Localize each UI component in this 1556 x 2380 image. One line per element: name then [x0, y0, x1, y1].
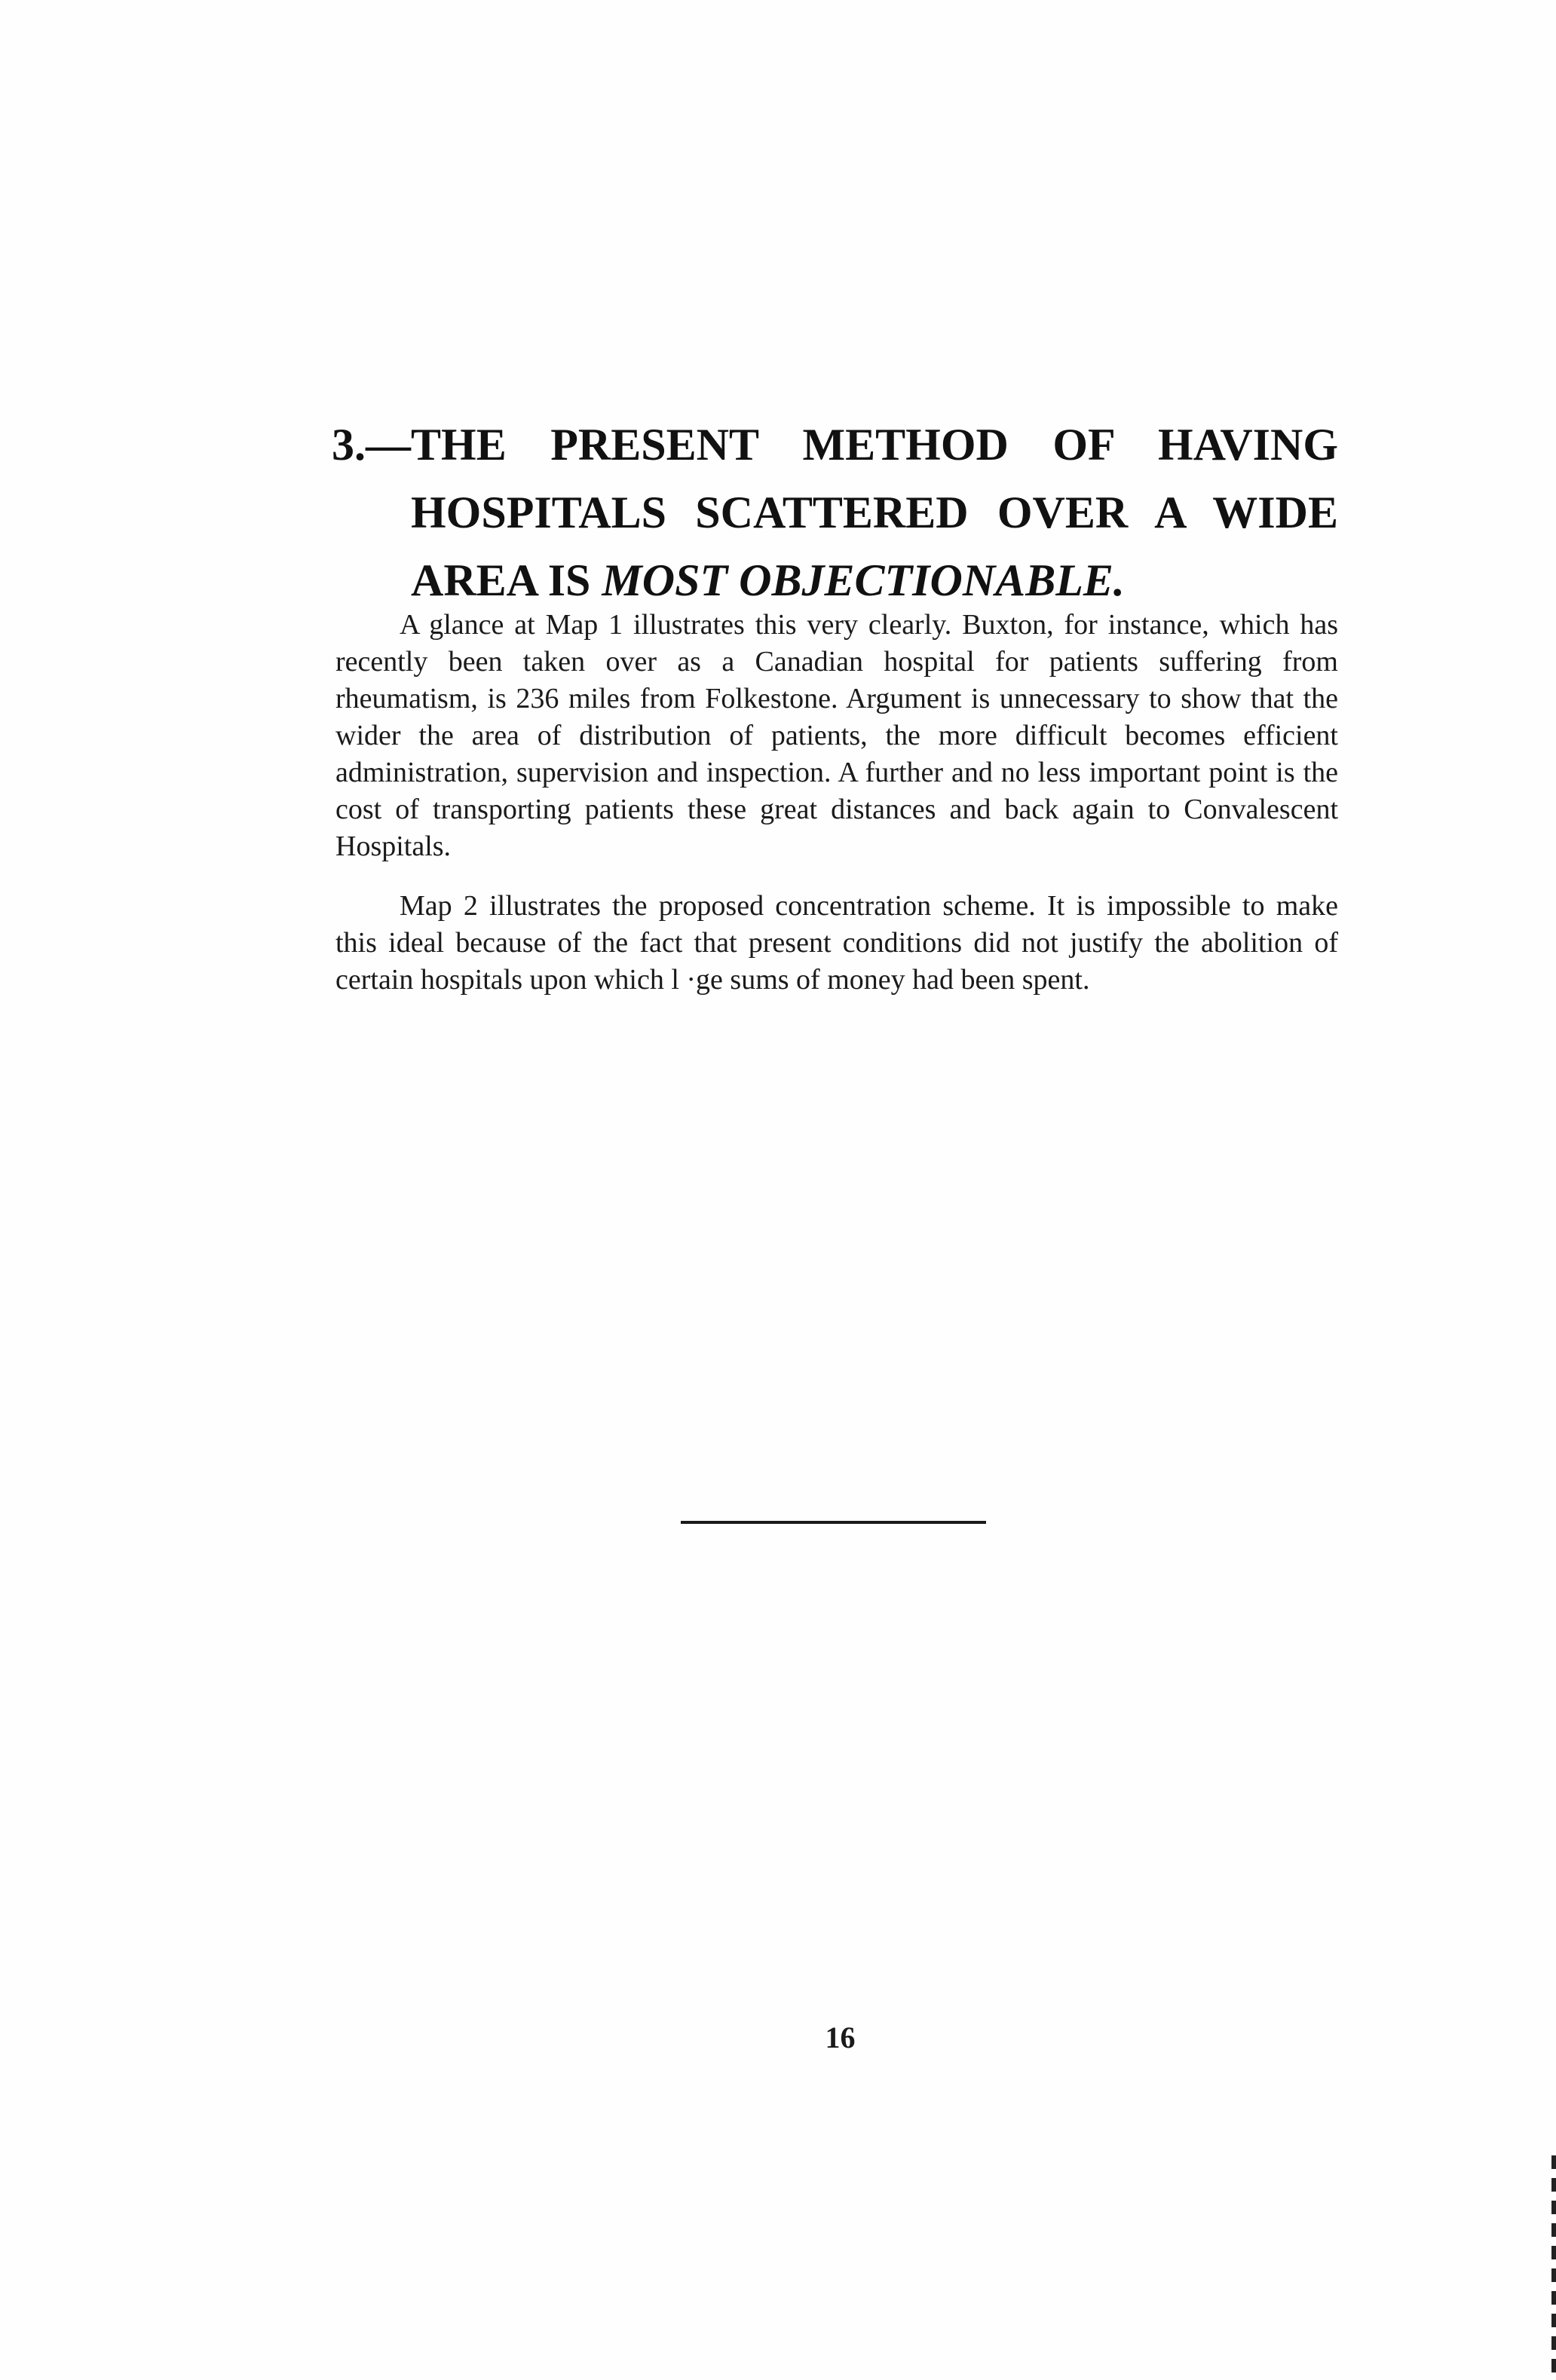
page-number: 16 — [825, 2021, 856, 2054]
section-title-line-3-roman: AREA IS — [411, 555, 602, 605]
paragraph-1: A glance at Map 1 illustrates this very clearly. Buxton, for instance, which has recently been taken over as a Canadian hospital for patients suffering from rheumatism, is 236 miles from Folkestone. Argument is unnecessary to show that the wider the area of distribution of patients, the more difficult becomes efficient administration, supervision and inspection. A further and no less important point is the cost of transporting patients these great distances and back again to Convalescent Hospitals. — [335, 609, 1338, 862]
section-divider-rule — [681, 1521, 986, 1524]
scan-edge-artifact — [1551, 2155, 1556, 2380]
paragraph-2: Map 2 illustrates the proposed concentration scheme. It is impossible to make this ideal because of the fact that present conditions did not justify the abolition of certain hospitals upon which l ·ge sums of money had been spent. — [335, 890, 1338, 996]
section-number: 3.— — [332, 420, 411, 470]
section-title-line-2: HOSPITALS SCATTERED OVER A WIDE — [411, 488, 1338, 537]
section-title-line-3 — [411, 546, 1338, 614]
body-text — [335, 607, 1338, 1021]
section-title-line-1: THE PRESENT METHOD OF HAVING — [411, 420, 1338, 470]
section-title-line-3-italic: MOST OBJECTIONABLE. — [602, 555, 1125, 605]
section-title — [411, 411, 1338, 614]
